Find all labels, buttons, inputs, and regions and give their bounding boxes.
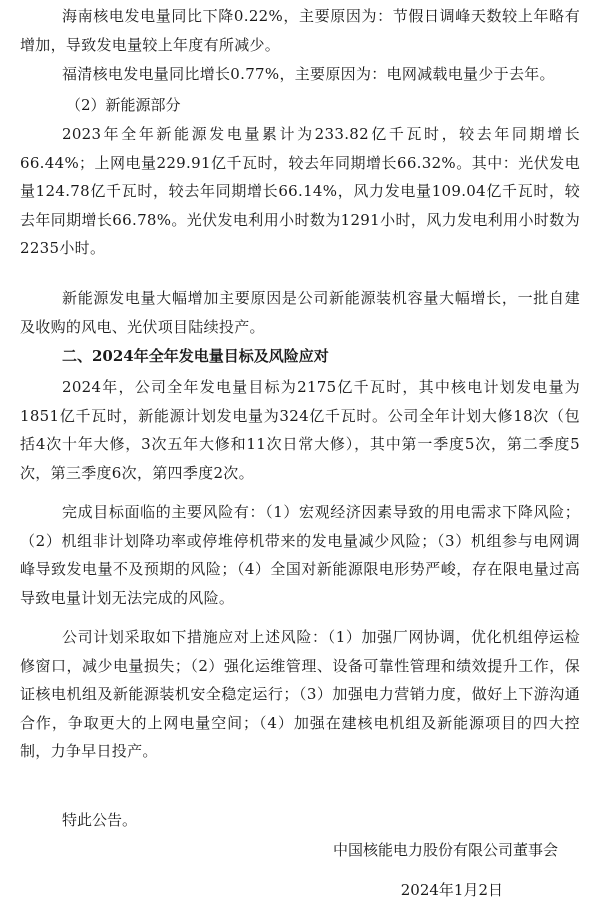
new-energy-reason-paragraph: 新能源发电量大幅增加主要原因是公司新能源装机容量大幅增长，一批自建及收购的风电、光伏项目陆续投产。: [20, 289, 580, 336]
measures-paragraph: 公司计划采取如下措施应对上述风险：（1）加强厂网协调，优化机组停运检修窗口，减少电量损失；（2）强化运维管理、设备可靠性管理和绩效提升工作，保证核电机组及新能源装机安全稳定运行；（3）加强电力营销力度，做好上下游沟通合作，争取更大的上网电量空间；（4）加强在建核电机组及新能源项目的四大控制，力争早日投产。: [20, 628, 580, 760]
announcement-date: 2024年1月2日: [400, 881, 503, 899]
board-signature: 中国核能电力股份有限公司董事会: [332, 841, 558, 859]
target-2024-paragraph: 2024年，公司全年发电量目标为2175亿千瓦时，其中核电计划发电量为1851亿千瓦时，新能源计划发电量为324亿千瓦时。公司全年计划大修18次（包括4次十年大修，3次五年大修和11次日常大修），其中第一季度5次，第二季度5次，第三季度6次，第四季度2次。: [20, 378, 580, 482]
new-energy-stats-paragraph: 2023年全年新能源发电量累计为233.82亿千瓦时，较去年同期增长66.44%；上网电量229.91亿千瓦时，较去年同期增长66.32%。其中：光伏发电量124.78亿千瓦时，较去年同期增长66.14%，风力发电量109.04亿千瓦时，较去年同期增长66.78%。光伏发电利用小时数为1291小时，风力发电利用小时数为2235小时。: [20, 125, 580, 257]
risks-paragraph: 完成目标面临的主要风险有：（1）宏观经济因素导致的用电需求下降风险；（2）机组非计划降功率或停堆停机带来的发电量减少风险；（3）机组参与电网调峰导致发电量不及预期的风险；（4）全国对新能源限电形势严峻，存在限电量过高导致电量计划无法完成的风险。: [20, 503, 580, 607]
section-2-heading: 二、2024年全年发电量目标及风险应对: [62, 347, 329, 365]
hainan-paragraph: 海南核电发电量同比下降0.22%，主要原因为：节假日调峰天数较上年略有增加，导致发电量较上年度有所减少。: [20, 7, 580, 54]
new-energy-heading: （2）新能源部分: [66, 96, 181, 114]
closing-statement: 特此公告。: [62, 811, 138, 829]
fuqing-paragraph: 福清核电发电量同比增长0.77%，主要原因为：电网减载电量少于去年。: [62, 65, 555, 83]
